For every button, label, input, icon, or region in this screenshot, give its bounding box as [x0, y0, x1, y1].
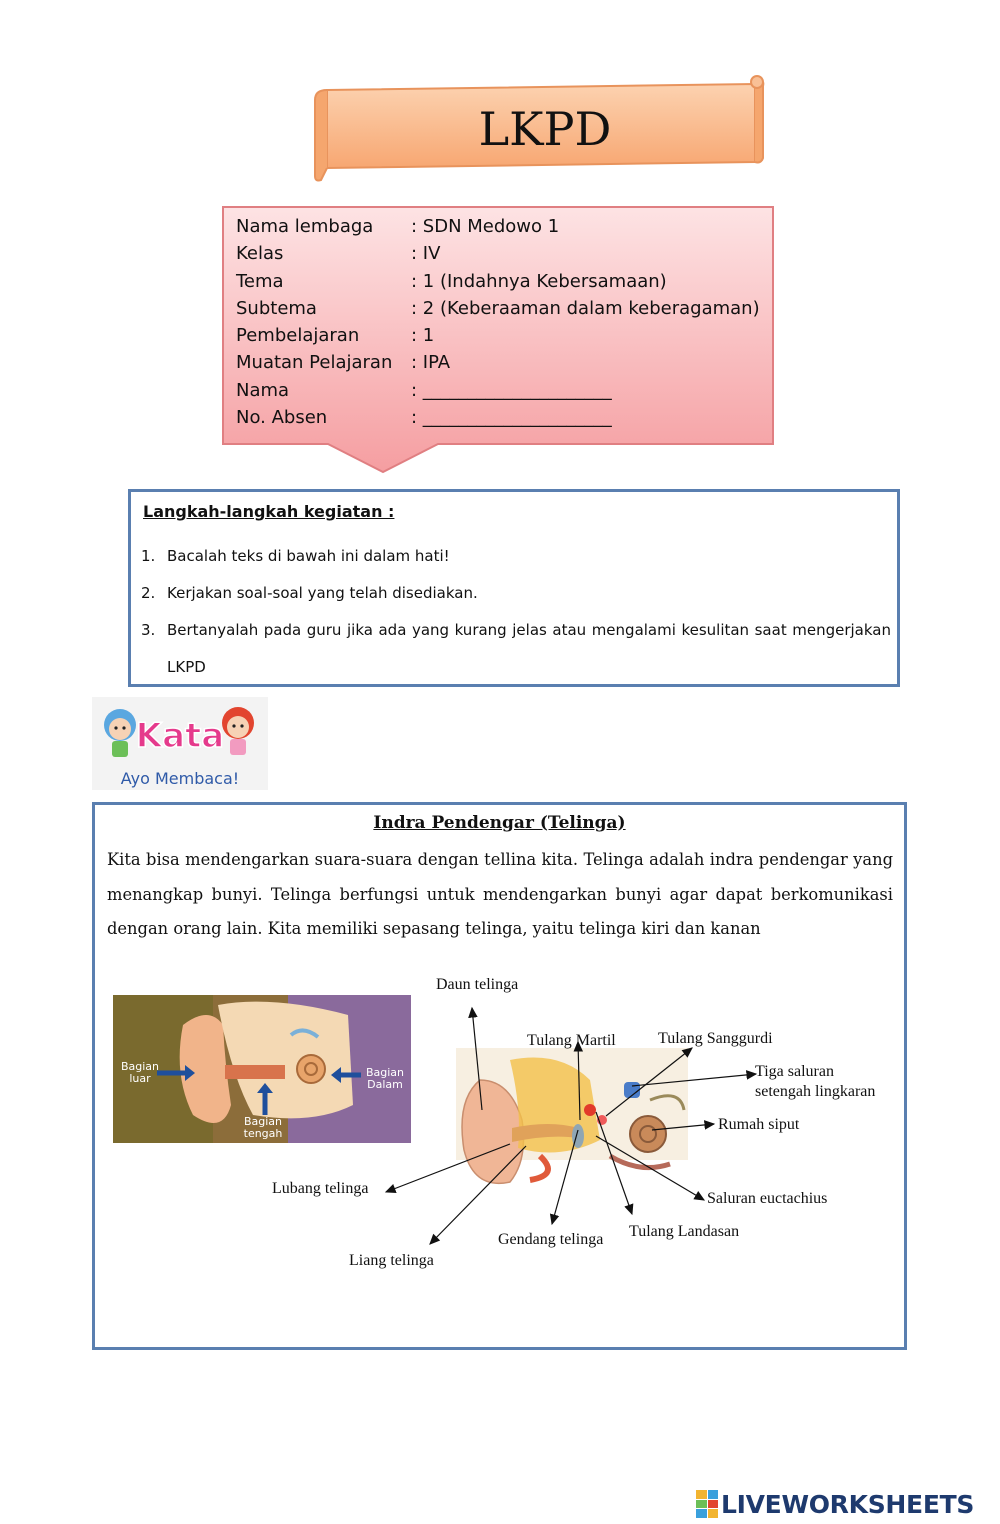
label-tulang-sanggurdi: Tulang Sanggurdi: [658, 1030, 773, 1047]
info-value: : 2 (Keberaaman dalam keberagaman): [411, 297, 760, 319]
info-row: [236, 295, 766, 322]
label-tiga-saluran: Tiga saluran: [755, 1063, 834, 1080]
info-label: Nama: [236, 379, 290, 401]
page-title: LKPD: [478, 102, 612, 156]
info-row: [236, 213, 766, 240]
liveworksheets-icon: [696, 1490, 718, 1518]
steps-box: [128, 489, 900, 687]
footer-brand-text: LIVEWORKSHEETS: [721, 1489, 975, 1519]
name-blank: : _____________________: [411, 379, 612, 401]
info-label: Kelas: [236, 243, 284, 265]
label-daun-telinga: Daun telinga: [436, 976, 519, 993]
steps-title: Langkah-langkah kegiatan :: [143, 502, 395, 521]
step-number: 1.: [141, 547, 156, 565]
label-setengah-lingkaran: setengah lingkaran: [755, 1083, 876, 1100]
info-label: Subtema: [236, 297, 317, 319]
reading-paragraph: Kita bisa mendengarkan suara-suara dengan tellina kita. Telinga adalah indra pendengar yang menangkap bunyi. Telinga berfungsi untuk mendengarkan bunyi agar dapat berkomunikasi dengan orang lain. Kita memiliki sepasang telinga, yaitu telinga kiri dan kanan: [107, 850, 893, 938]
info-value: : 1 (Indahnya Kebersamaan): [411, 270, 667, 292]
step-number: 3.: [141, 621, 156, 639]
absen-blank: : _____________________: [411, 407, 612, 429]
steps-list: [141, 538, 891, 686]
info-row: [236, 240, 766, 267]
label-saluran-euctachius: Saluran euctachius: [707, 1190, 828, 1207]
info-row-absen: [236, 404, 766, 431]
list-item: [141, 538, 891, 575]
kata-logo-art: [92, 697, 268, 767]
cochlea-shape: [630, 1116, 666, 1152]
label-tulang-landasan: Tulang Landasan: [629, 1223, 740, 1240]
info-label: Muatan Pelajaran: [236, 352, 393, 374]
label-outer: Bagian luar: [120, 1060, 160, 1085]
info-row: [236, 322, 766, 349]
info-label: No. Absen: [236, 407, 328, 429]
info-value: : IV: [411, 243, 441, 265]
info-label: Nama lembaga: [236, 216, 374, 237]
list-item: [141, 612, 891, 686]
logo-caption: Ayo Membaca!: [120, 769, 240, 788]
label-rumah-siput: Rumah siput: [718, 1116, 800, 1133]
label-tulang-martil: Tulang Martil: [527, 1032, 616, 1049]
info-value: : IPA: [411, 352, 451, 374]
step-text: Kerjakan soal-soal yang telah disediakan.: [167, 584, 478, 602]
label-inner: Bagian Dalam: [365, 1066, 405, 1091]
step-text: Bertanyalah pada guru jika ada yang kurang jelas atau mengalami kesulitan saat mengerjakan LKPD: [167, 621, 891, 676]
label-middle: Bagian tengah: [243, 1115, 283, 1140]
kata-logo: [92, 697, 268, 790]
label-gendang-telinga: Gendang telinga: [498, 1231, 604, 1248]
footer-brand: [696, 1488, 974, 1520]
label-liang-telinga: Liang telinga: [349, 1252, 434, 1269]
label-lubang-telinga: Lubang telinga: [272, 1180, 369, 1197]
info-row: [236, 349, 766, 376]
info-value: : 1: [411, 325, 435, 347]
step-number: 2.: [141, 584, 156, 602]
step-text: Bacalah teks di bawah ini dalam hati!: [167, 547, 450, 565]
info-label: Pembelajaran: [236, 325, 360, 347]
info-row-name: [236, 377, 766, 404]
kata-word: Kata: [135, 716, 225, 756]
ossicle-shape: [584, 1104, 596, 1116]
info-value: : SDN Medowo 1: [411, 216, 560, 237]
info-label: Tema: [236, 270, 284, 292]
reading-title: Indra Pendengar (Telinga): [373, 813, 626, 833]
list-item: [141, 575, 891, 612]
info-rows: [236, 213, 766, 431]
info-row: [236, 268, 766, 295]
